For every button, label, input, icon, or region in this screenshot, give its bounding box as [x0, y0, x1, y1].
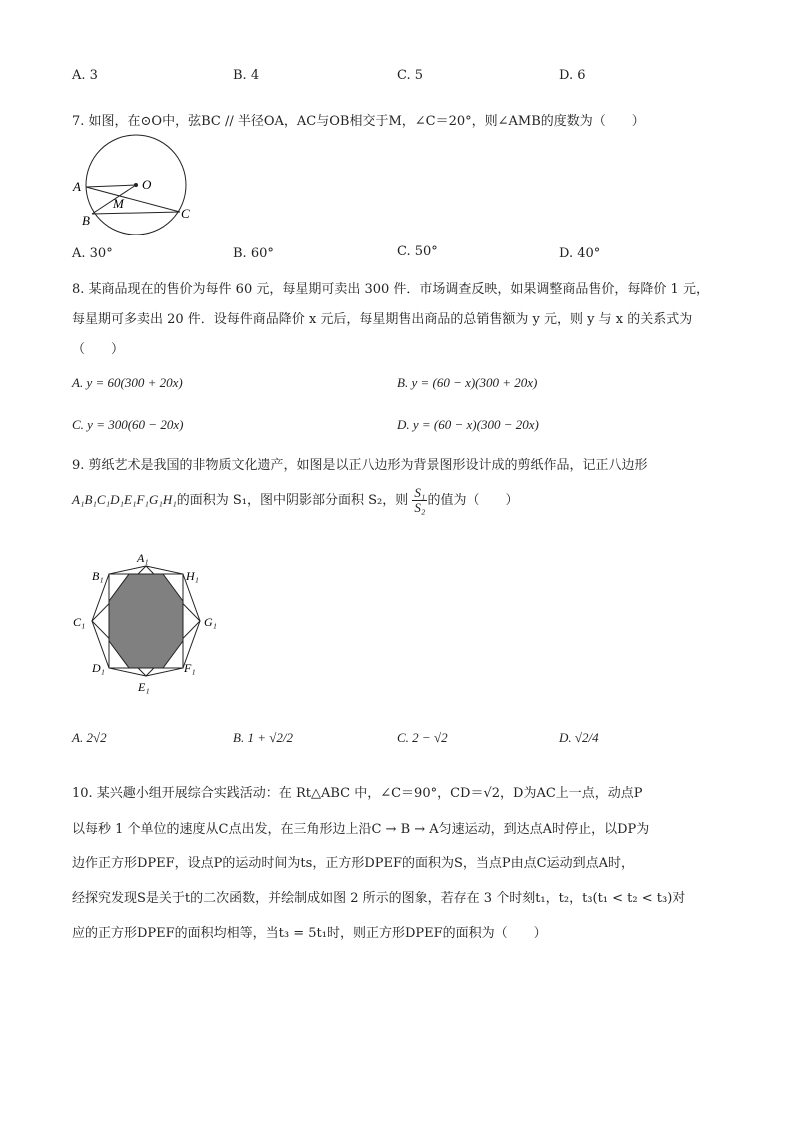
- q8-option-b: B. y = (60 − x)(300 + 20x): [397, 375, 538, 390]
- q9-stem-line1: 9. 剪纸艺术是我国的非物质文化遗产，如图是以正八边形为背景图形设计成的剪纸作品，记正八边形: [72, 458, 648, 473]
- q10-line4: 经探究发现S是关于t的二次函数，并绘制成如图 2 所示的图象，若存在 3 个时刻t₁，t₂，t₃(t₁ < t₂ < t₃)对: [72, 891, 686, 906]
- chord-bc: [92, 212, 180, 214]
- radius-oa: [86, 185, 136, 187]
- q8-option-d: D. y = (60 − x)(300 − 20x): [397, 417, 539, 432]
- q8-option-a: A. y = 60(300 + 20x): [72, 375, 183, 390]
- q6-option-c: C. 5: [397, 68, 424, 83]
- q8-stem-line1: 8. 某商品现在的售价为每件 60 元，每星期可卖出 300 件．市场调查反映，如果调整商品售价，每降价 1 元，: [72, 282, 709, 297]
- label-c: C: [181, 206, 190, 221]
- label-h1: H₁: [186, 569, 199, 583]
- q8-stem-line3: （ ）: [72, 342, 125, 357]
- q9-stem-line2: [72, 486, 518, 515]
- q9-stem-mid: 的面积为 S₁，图中阴影部分面积 S₂，则: [176, 493, 409, 508]
- label-b1: B₁: [92, 569, 104, 583]
- q9-option-d: D. √2/4: [559, 730, 599, 745]
- label-m: M: [113, 196, 124, 211]
- q7-stem: 7. 如图，在⊙O中，弦BC // 半径OA，AC与OB相交于M，∠C＝20°，则∠AMB的度数为（ ）: [72, 114, 645, 129]
- q10-line5: 应的正方形DPEF的面积均相等，当t₃ = 5t₁时，则正方形DPEF的面积为（ ）: [72, 926, 547, 941]
- label-a1: A₁: [137, 551, 149, 565]
- fraction-numerator: S₁: [414, 485, 426, 500]
- shaded-inner-octagon: [109, 574, 183, 668]
- fraction-denominator: S₂: [414, 500, 426, 515]
- q8-stem-line2: 每星期可多卖出 20 件．设每件商品降价 x 元后，每星期售出商品的总销售额为 y 元，则 y 与 x 的关系式为: [72, 312, 693, 327]
- label-g1: G₁: [204, 615, 217, 629]
- label-d1: D₁: [92, 661, 105, 675]
- q6-option-a: A. 3: [72, 68, 98, 83]
- label-o: O: [142, 177, 152, 192]
- q9-option-b: B. 1 + √2/2: [233, 730, 293, 745]
- label-b: B: [82, 213, 90, 228]
- q9-option-c: C. 2 − √2: [397, 730, 448, 745]
- s1-over-s2-fraction: [412, 486, 427, 515]
- q7-circle-figure: [70, 130, 200, 235]
- q10-line3: 边作正方形DPEF，设点P的运动时间为ts，正方形DPEF的面积为S，当点P由点C运动到点A时，: [72, 856, 634, 871]
- label-c1: C₁: [73, 615, 86, 629]
- q9-stem-post: 的值为（ ）: [427, 493, 519, 508]
- q6-option-b: B. 4: [233, 68, 260, 83]
- center-point-o: [134, 183, 138, 187]
- q7-option-a: A. 30°: [72, 246, 113, 261]
- q7-option-d: D. 40°: [559, 246, 601, 261]
- q9-option-a: A. 2√2: [72, 730, 107, 745]
- q7-option-c: C. 50°: [397, 244, 438, 259]
- q7-option-b: B. 60°: [233, 246, 274, 261]
- q6-option-d: D. 6: [559, 68, 586, 83]
- q10-line2: 以每秒 1 个单位的速度从C点出发，在三角形边上沿C → B → A匀速运动，到达点A时停止，以DP为: [72, 822, 650, 837]
- label-a: A: [73, 179, 81, 194]
- label-f1: F₁: [184, 661, 196, 675]
- q10-line1: 10. 某兴趣小组开展综合实践活动：在 Rt△ABC 中，∠C＝90°，CD＝√2，D为AC上一点，动点P: [72, 786, 643, 801]
- q8-option-c: C. y = 300(60 − 20x): [72, 417, 184, 432]
- label-e1: E₁: [138, 680, 150, 694]
- octagon-name: A₁B₁C₁D₁E₁F₁G₁H₁: [72, 492, 177, 507]
- q9-octagon-figure: [70, 548, 230, 698]
